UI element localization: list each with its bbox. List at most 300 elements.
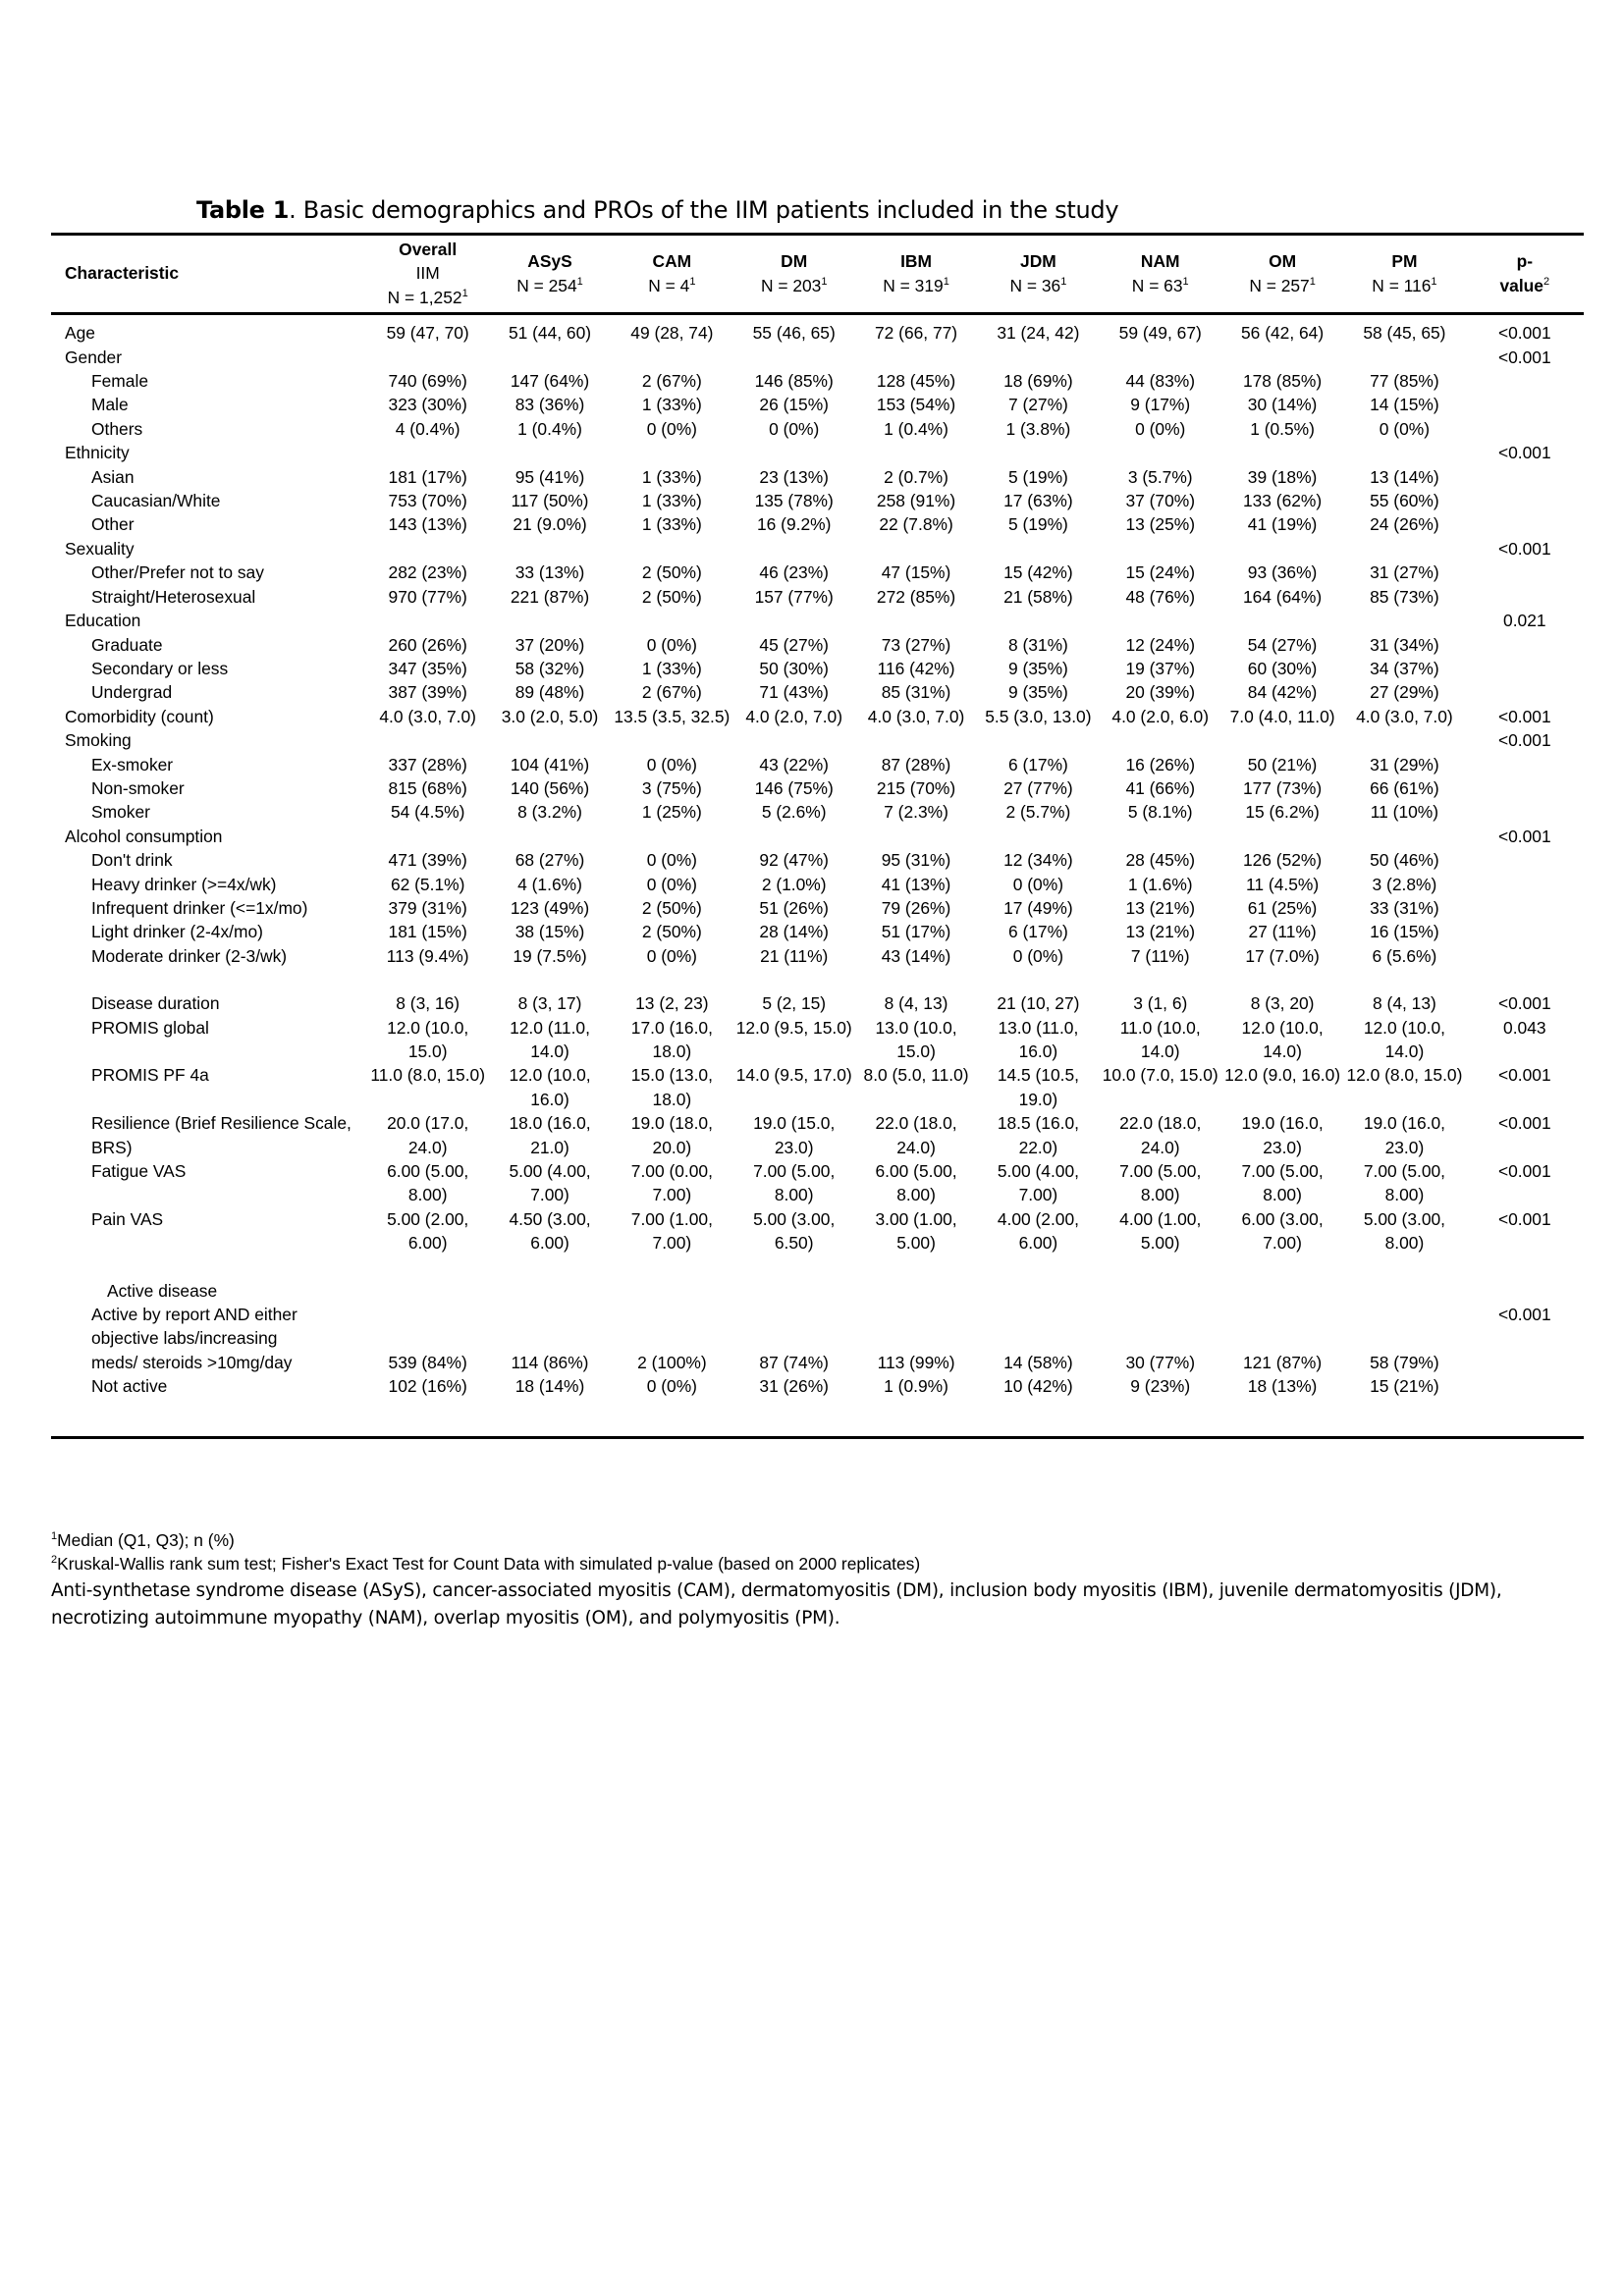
- cell-value: 7 (27%): [1007, 395, 1068, 415]
- cell-value: 31 (26%): [733, 1374, 855, 1437]
- cell-value: 44 (83%): [1125, 371, 1196, 392]
- row-label: Not active: [51, 1374, 367, 1437]
- cell-value: [733, 537, 855, 561]
- cell-value: 117 (50%): [511, 491, 589, 511]
- table-row: [51, 1351, 1584, 1374]
- row-label: Pain VAS: [91, 1208, 164, 1229]
- cell-value: 5.00 (4.00, 7.00): [509, 1161, 591, 1205]
- table-label: Table 1: [196, 196, 290, 224]
- row-label: Resilience (Brief Resilience Scale, BRS): [91, 1113, 352, 1157]
- cell-pvalue: [1466, 1351, 1584, 1374]
- cell-value: 79 (26%): [881, 897, 951, 918]
- cell-value: 92 (47%): [759, 850, 829, 871]
- cell-value: 4.0 (3.0, 7.0): [379, 706, 476, 726]
- cell-value: [733, 825, 855, 848]
- row-label: Education: [65, 611, 141, 631]
- cell-value: 2 (1.0%): [761, 874, 827, 894]
- cell-value: 38 (15%): [514, 922, 585, 942]
- cell-value: 19 (7.5%): [513, 945, 587, 966]
- cell-value: 8 (31%): [1007, 634, 1068, 655]
- table-row: [51, 633, 1584, 657]
- cell-value: 19 (37%): [1125, 658, 1196, 678]
- table-row: [51, 512, 1584, 536]
- cell-value: 22.0 (18.0, 24.0): [875, 1113, 957, 1157]
- cell-value: [367, 346, 489, 369]
- cell-value: 28 (14%): [759, 922, 829, 942]
- cell-value: [1343, 609, 1465, 632]
- table-row: [51, 1279, 1584, 1303]
- row-label: Fatigue VAS: [91, 1161, 187, 1182]
- cell-value: 379 (31%): [388, 897, 467, 918]
- cell-value: [1100, 1279, 1221, 1303]
- cell-value: 8 (3, 20): [1250, 993, 1315, 1014]
- cell-pvalue: [1466, 944, 1584, 968]
- cell-value: 282 (23%): [388, 562, 467, 583]
- cell-value: 3.0 (2.0, 5.0): [501, 706, 599, 726]
- cell-value: 73 (27%): [881, 634, 951, 655]
- cell-value: 4.0 (2.0, 6.0): [1111, 706, 1210, 726]
- cell-value: 41 (66%): [1125, 777, 1196, 798]
- cell-value: 8 (4, 13): [1373, 993, 1436, 1014]
- cell-value: 18 (69%): [1003, 371, 1073, 392]
- cell-value: 41 (13%): [881, 874, 951, 894]
- cell-value: 68 (27%): [514, 850, 585, 871]
- row-label: Ethnicity: [65, 443, 130, 463]
- cell-value: 21 (58%): [1003, 586, 1073, 607]
- cell-value: 0 (0%): [646, 634, 697, 655]
- cell-value: 153 (54%): [876, 395, 956, 415]
- cell-value: 20 (39%): [1125, 682, 1196, 703]
- cell-value: 6.00 (5.00, 8.00): [387, 1161, 469, 1205]
- cell-value: 31 (24, 42): [997, 323, 1080, 344]
- cell-value: 1 (3.8%): [1005, 418, 1071, 439]
- cell-pvalue: <0.001: [1497, 993, 1551, 1014]
- cell-pvalue: [1466, 896, 1584, 920]
- table-row: [51, 800, 1584, 824]
- row-label: Straight/Heterosexual: [91, 586, 256, 607]
- cell-value: 18.0 (16.0, 21.0): [509, 1113, 591, 1157]
- row-label: Comorbidity (count): [65, 706, 214, 726]
- table-row: [51, 1374, 1584, 1437]
- cell-value: 2 (50%): [641, 897, 702, 918]
- cell-value: 116 (42%): [877, 658, 955, 678]
- cell-value: 2 (5.7%): [1005, 802, 1071, 823]
- cell-value: 22.0 (18.0, 24.0): [1119, 1113, 1202, 1157]
- cell-value: 17 (7.0%): [1245, 945, 1320, 966]
- cell-pvalue: [1466, 561, 1584, 584]
- table-row: [51, 753, 1584, 776]
- cell-value: 58 (79%): [1370, 1352, 1439, 1372]
- cell-value: [855, 728, 977, 752]
- cell-value: [611, 346, 732, 369]
- cell-value: [977, 1279, 1099, 1303]
- cell-value: 13 (21%): [1125, 922, 1196, 942]
- cell-pvalue: [1466, 920, 1584, 943]
- cell-value: [489, 609, 611, 632]
- cell-value: 1 (0.5%): [1250, 418, 1315, 439]
- cell-value: [855, 1303, 977, 1351]
- cell-value: 0 (0%): [646, 418, 697, 439]
- cell-value: [855, 537, 977, 561]
- cell-pvalue: <0.001: [1497, 1065, 1551, 1086]
- table-row: [51, 417, 1584, 441]
- cell-value: 4 (0.4%): [395, 418, 460, 439]
- cell-value: 2 (50%): [641, 586, 702, 607]
- cell-value: 11 (10%): [1370, 802, 1439, 823]
- footnote-1: $^1$Median (Q1, Q3); n (%): [51, 1530, 235, 1550]
- cell-value: 21 (9.0%): [513, 514, 587, 535]
- cell-value: [367, 825, 489, 848]
- cell-value: [489, 441, 611, 464]
- row-label: Don't drink: [91, 850, 173, 871]
- cell-value: 89 (48%): [514, 682, 585, 703]
- cell-value: [489, 1279, 611, 1303]
- cell-value: 17.0 (16.0, 18.0): [630, 1017, 713, 1061]
- table-row: [51, 537, 1584, 561]
- cell-value: 5.00 (3.00, 6.50): [753, 1208, 836, 1254]
- cell-value: 34 (37%): [1370, 658, 1439, 678]
- demographics-table: [51, 233, 1584, 1439]
- cell-value: 12.0 (8.0, 15.0): [1346, 1065, 1463, 1086]
- cell-value: 1 (1.6%): [1127, 874, 1193, 894]
- cell-value: 7.00 (5.00, 8.00): [1241, 1161, 1324, 1205]
- cell-value: 54 (27%): [1247, 634, 1318, 655]
- cell-value: 740 (69%): [388, 371, 467, 392]
- cell-pvalue: [1466, 369, 1584, 393]
- row-label: Moderate drinker (2-3/wk): [91, 945, 288, 966]
- cell-value: 19.0 (18.0, 20.0): [630, 1113, 713, 1157]
- cell-value: 17 (63%): [1003, 491, 1073, 511]
- cell-value: 12.0 (10.0, 16.0): [509, 1065, 591, 1109]
- cell-value: 5 (2.6%): [761, 802, 827, 823]
- cell-value: 43 (14%): [881, 945, 951, 966]
- cell-value: [977, 609, 1099, 632]
- cell-value: [367, 537, 489, 561]
- cell-value: 16 (15%): [1370, 922, 1439, 942]
- cell-value: 56 (42, 64): [1241, 323, 1325, 344]
- cell-value: 1 (0.9%): [855, 1374, 977, 1437]
- cell-value: 12.0 (11.0, 14.0): [510, 1017, 590, 1061]
- cell-value: 9 (23%): [1100, 1374, 1221, 1437]
- cell-value: 27 (11%): [1248, 922, 1317, 942]
- table-row: [51, 369, 1584, 393]
- cell-value: 50 (21%): [1247, 754, 1318, 774]
- row-label: Asian: [91, 466, 135, 487]
- cell-value: 4.50 (3.00, 6.00): [509, 1208, 591, 1254]
- cell-value: 135 (78%): [754, 491, 834, 511]
- cell-value: 8 (3, 16): [396, 993, 460, 1014]
- cell-value: 95 (41%): [514, 466, 585, 487]
- cell-value: [489, 346, 611, 369]
- cell-value: [367, 609, 489, 632]
- cell-value: 1 (0.4%): [517, 418, 582, 439]
- cell-value: 5 (2, 15): [762, 993, 827, 1014]
- cell-value: 59 (49, 67): [1118, 323, 1202, 344]
- row-label: Secondary or less: [91, 658, 229, 678]
- table-row: [51, 1207, 1584, 1255]
- cell-value: 15.0 (13.0, 18.0): [630, 1065, 713, 1109]
- cell-value: 95 (31%): [881, 850, 951, 871]
- cell-value: 27 (29%): [1370, 682, 1439, 703]
- cell-value: [1100, 728, 1221, 752]
- cell-value: 387 (39%): [388, 682, 467, 703]
- cell-value: [1343, 1303, 1465, 1351]
- cell-value: 3 (5.7%): [1127, 466, 1193, 487]
- cell-value: [855, 346, 977, 369]
- cell-value: [733, 1279, 855, 1303]
- cell-value: 15 (21%): [1343, 1374, 1465, 1437]
- cell-value: 93 (36%): [1247, 562, 1318, 583]
- cell-value: [611, 441, 732, 464]
- cell-value: 181 (17%): [388, 466, 467, 487]
- cell-value: 87 (74%): [759, 1352, 829, 1372]
- cell-value: 46 (23%): [759, 562, 829, 583]
- cell-value: [1221, 609, 1343, 632]
- cell-value: 7.00 (1.00, 7.00): [630, 1208, 713, 1254]
- cell-value: 12.0 (9.0, 16.0): [1224, 1065, 1341, 1086]
- cell-value: 4.0 (3.0, 7.0): [867, 706, 965, 726]
- cell-value: [855, 1279, 977, 1303]
- cell-value: 12 (24%): [1125, 634, 1196, 655]
- row-label: Undergrad: [91, 682, 173, 703]
- cell-value: 45 (27%): [759, 634, 829, 655]
- demographics-table-wrapper: [51, 233, 1584, 1439]
- cell-value: [1221, 1279, 1343, 1303]
- cell-value: [1221, 1303, 1343, 1351]
- cell-value: 5 (8.1%): [1127, 802, 1193, 823]
- cell-value: 0 (0%): [1012, 874, 1063, 894]
- cell-pvalue: <0.001: [1497, 706, 1551, 726]
- table-row: [51, 873, 1584, 896]
- cell-value: 9 (17%): [1130, 395, 1191, 415]
- table-row: [51, 848, 1584, 872]
- cell-value: 1 (33%): [641, 466, 702, 487]
- cell-value: [611, 1303, 732, 1351]
- cell-value: 9 (35%): [1007, 682, 1068, 703]
- cell-value: 31 (29%): [1370, 754, 1439, 774]
- cell-value: 0 (0%): [646, 874, 697, 894]
- cell-value: 215 (70%): [876, 777, 956, 798]
- cell-value: 10.0 (7.0, 15.0): [1102, 1065, 1218, 1086]
- cell-value: 815 (68%): [388, 777, 467, 798]
- cell-value: [611, 1279, 732, 1303]
- row-label: Disease duration: [91, 993, 220, 1014]
- cell-value: 4.00 (1.00, 5.00): [1119, 1208, 1202, 1254]
- cell-value: 13 (21%): [1125, 897, 1196, 918]
- row-label: Sexuality: [65, 538, 135, 559]
- cell-value: 43 (22%): [759, 754, 829, 774]
- cell-value: 31 (34%): [1370, 634, 1439, 655]
- row-label: Other/Prefer not to say: [91, 562, 264, 583]
- cell-value: 87 (28%): [881, 754, 951, 774]
- cell-value: [1343, 346, 1465, 369]
- cell-value: [1343, 728, 1465, 752]
- cell-value: 16 (9.2%): [757, 514, 832, 535]
- row-label: Smoker: [91, 802, 150, 823]
- cell-value: 31 (27%): [1370, 562, 1439, 583]
- cell-value: 7.00 (5.00, 8.00): [1119, 1161, 1202, 1205]
- cell-value: 19.0 (15.0, 23.0): [753, 1113, 836, 1157]
- cell-value: [733, 1303, 855, 1351]
- cell-value: [367, 1279, 489, 1303]
- row-label: Infrequent drinker (<=1x/mo): [91, 897, 308, 918]
- cell-value: 51 (44, 60): [508, 323, 592, 344]
- cell-value: 177 (73%): [1242, 777, 1323, 798]
- cell-value: [611, 728, 732, 752]
- row-label: Light drinker (2-4x/mo): [91, 922, 263, 942]
- cell-value: 471 (39%): [388, 850, 467, 871]
- cell-value: [1221, 346, 1343, 369]
- cell-value: 22 (7.8%): [879, 514, 953, 535]
- cell-pvalue: <0.001: [1497, 1113, 1551, 1134]
- cell-value: 11.0 (10.0, 14.0): [1119, 1017, 1201, 1061]
- row-label: Female: [91, 371, 148, 392]
- cell-value: 39 (18%): [1247, 466, 1318, 487]
- table-row: [51, 561, 1584, 584]
- cell-value: 8.0 (5.0, 11.0): [863, 1065, 969, 1086]
- cell-value: [1221, 537, 1343, 561]
- cell-value: 18.5 (16.0, 22.0): [997, 1113, 1079, 1157]
- cell-value: 33 (13%): [514, 562, 585, 583]
- cell-value: [367, 441, 489, 464]
- cell-pvalue: [1466, 680, 1584, 704]
- cell-value: [489, 537, 611, 561]
- cell-pvalue: [1466, 753, 1584, 776]
- cell-value: 7 (2.3%): [884, 802, 948, 823]
- cell-value: 23 (13%): [759, 466, 829, 487]
- cell-pvalue: [1466, 873, 1584, 896]
- cell-value: 66 (61%): [1370, 777, 1439, 798]
- cell-value: 14 (58%): [1003, 1352, 1073, 1372]
- cell-value: 84 (42%): [1247, 682, 1318, 703]
- cell-pvalue: <0.001: [1497, 826, 1551, 846]
- cell-value: [977, 441, 1099, 464]
- cell-value: 47 (15%): [881, 562, 951, 583]
- row-label: Smoking: [65, 730, 132, 751]
- cell-value: 12.0 (9.5, 15.0): [735, 1017, 852, 1038]
- cell-value: 11 (4.5%): [1246, 874, 1320, 894]
- cell-value: 7 (11%): [1130, 945, 1190, 966]
- table-row: [51, 1016, 1584, 1064]
- cell-value: 2 (0.7%): [884, 466, 948, 487]
- row-label: meds/ steroids >10mg/day: [91, 1352, 293, 1372]
- header-characteristic: Characteristic: [51, 235, 367, 314]
- table-row: [51, 441, 1584, 464]
- cell-value: 157 (77%): [754, 586, 834, 607]
- cell-value: 3 (75%): [641, 777, 702, 798]
- cell-pvalue: <0.001: [1497, 347, 1551, 367]
- header-dm: DM $N = 203^1$: [733, 235, 855, 314]
- table-caption: [196, 196, 1118, 224]
- row-label: Active by report AND either objective labs/increasing: [91, 1305, 298, 1349]
- cell-value: 11.0 (8.0, 15.0): [370, 1065, 485, 1086]
- cell-value: 0 (0%): [646, 945, 697, 966]
- cell-pvalue: <0.001: [1497, 730, 1551, 751]
- cell-value: 71 (43%): [759, 682, 829, 703]
- cell-value: [977, 728, 1099, 752]
- cell-value: 146 (75%): [754, 777, 834, 798]
- table-body: [51, 314, 1584, 1437]
- cell-value: 24 (26%): [1370, 514, 1439, 535]
- cell-value: [611, 537, 732, 561]
- cell-value: 55 (60%): [1370, 491, 1439, 511]
- cell-value: 18 (14%): [489, 1374, 611, 1437]
- cell-value: 0 (0%): [611, 1374, 732, 1437]
- cell-value: 12.0 (10.0, 15.0): [387, 1017, 469, 1061]
- cell-value: 4.0 (3.0, 7.0): [1356, 706, 1453, 726]
- cell-value: [489, 825, 611, 848]
- cell-value: 258 (91%): [876, 491, 956, 511]
- cell-value: 4 (1.6%): [517, 874, 582, 894]
- cell-value: [733, 609, 855, 632]
- cell-value: [1343, 1279, 1465, 1303]
- cell-value: 970 (77%): [388, 586, 467, 607]
- cell-value: [489, 728, 611, 752]
- cell-value: [611, 825, 732, 848]
- cell-value: 128 (45%): [876, 371, 956, 392]
- cell-value: 753 (70%): [388, 491, 467, 511]
- cell-value: 337 (28%): [388, 754, 467, 774]
- cell-value: [855, 441, 977, 464]
- cell-pvalue: <0.001: [1497, 323, 1551, 344]
- cell-value: 123 (49%): [510, 897, 590, 918]
- table-row: [51, 489, 1584, 512]
- cell-value: 15 (42%): [1003, 562, 1073, 583]
- spacer-row: [51, 1255, 1584, 1279]
- cell-pvalue: [1466, 657, 1584, 680]
- cell-value: 7.00 (5.00, 8.00): [753, 1161, 836, 1205]
- cell-value: 0 (0%): [646, 850, 697, 871]
- cell-value: 14.5 (10.5, 19.0): [997, 1065, 1079, 1109]
- cell-value: 49 (28, 74): [630, 323, 714, 344]
- table-row: [51, 657, 1584, 680]
- cell-value: 140 (56%): [510, 777, 590, 798]
- cell-value: 221 (87%): [510, 586, 590, 607]
- row-label: Male: [91, 395, 129, 415]
- table-row: [51, 1111, 1584, 1159]
- cell-value: 13 (25%): [1125, 514, 1196, 535]
- cell-value: 21 (10, 27): [997, 993, 1080, 1014]
- cell-value: 13 (2, 23): [635, 993, 709, 1014]
- cell-value: [733, 728, 855, 752]
- cell-value: 121 (87%): [1242, 1352, 1323, 1372]
- cell-value: 113 (9.4%): [386, 945, 469, 966]
- cell-value: 2 (50%): [641, 922, 702, 942]
- cell-value: [1100, 825, 1221, 848]
- cell-value: [489, 1303, 611, 1351]
- cell-value: [1343, 441, 1465, 464]
- cell-value: 51 (17%): [881, 922, 951, 942]
- cell-value: 178 (85%): [1242, 371, 1323, 392]
- cell-value: 59 (47, 70): [386, 323, 469, 344]
- cell-value: [977, 537, 1099, 561]
- row-label: Ex-smoker: [91, 754, 174, 774]
- header-pm: PM $N = 116^1$: [1343, 235, 1465, 314]
- cell-value: 5.5 (3.0, 13.0): [985, 706, 1092, 726]
- cell-value: 20.0 (17.0, 24.0): [387, 1113, 469, 1157]
- cell-value: 15 (24%): [1125, 562, 1196, 583]
- cell-value: 28 (45%): [1125, 850, 1196, 871]
- abbreviations-note: Anti-synthetase syndrome disease (ASyS), cancer-associated myositis (CAM), dermatomyositis (DM), inclusion body myositis (IBM), juvenile dermatomyositis (JDM), necrotizing autoimmune myopathy (NAM), overlap myositis (OM), and polymyositis (PM).: [51, 1580, 1502, 1629]
- cell-pvalue: [1466, 633, 1584, 657]
- cell-value: 3 (2.8%): [1372, 874, 1437, 894]
- table-row: [51, 776, 1584, 800]
- cell-value: 61 (25%): [1247, 897, 1318, 918]
- cell-value: 55 (46, 65): [752, 323, 836, 344]
- cell-value: 14.0 (9.5, 17.0): [735, 1065, 852, 1086]
- cell-value: 1 (25%): [641, 802, 702, 823]
- row-label: Caucasian/White: [91, 491, 221, 511]
